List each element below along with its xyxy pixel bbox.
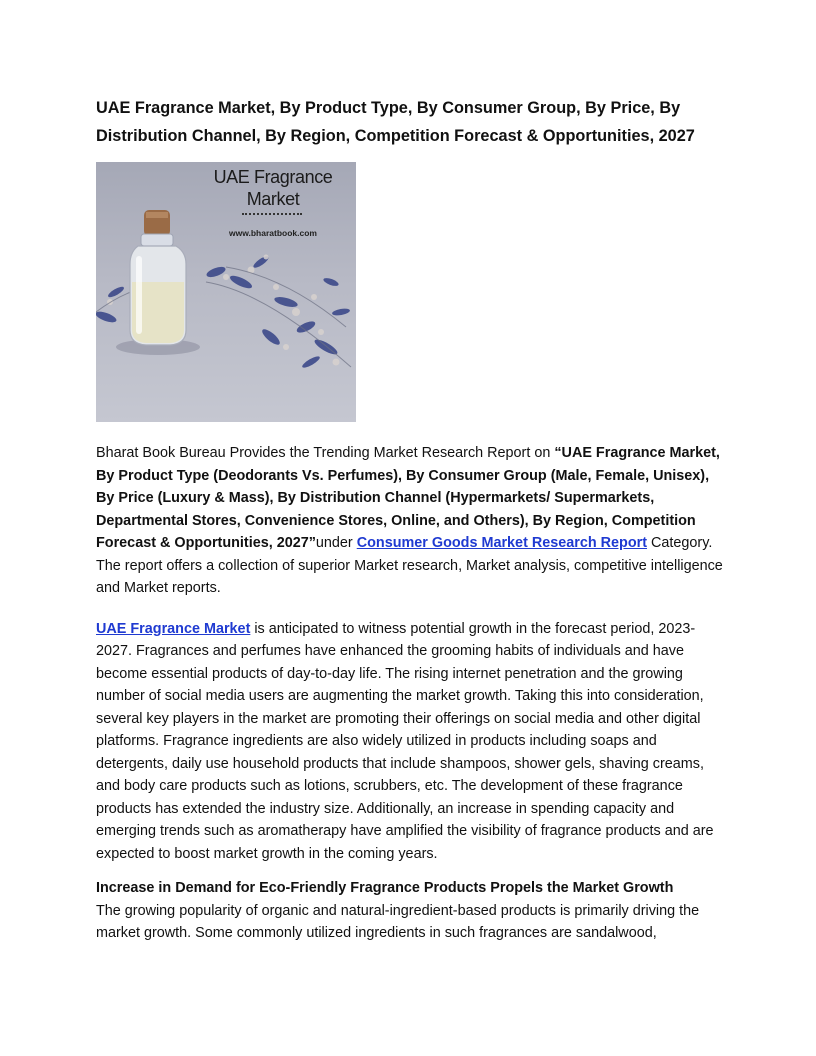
category-link[interactable]: Consumer Goods Market Research Report (356, 535, 648, 551)
intro-lead: Bharat Book Bureau Provides the Trending Market Research Report on (96, 445, 555, 461)
cover-divider (242, 213, 302, 215)
market-link[interactable]: UAE Fragrance Market (96, 620, 251, 637)
intro-tail: Category. The report offers a collection of superior Market research, Market analysis, competitive intelligence and Market reports. (96, 535, 723, 596)
report-cover-image (96, 162, 356, 422)
document-page (96, 94, 724, 945)
overview-paragraph (96, 618, 724, 866)
cover-title: UAE Fragrance Market (213, 167, 333, 209)
intro-paragraph (96, 442, 724, 600)
section-heading: Increase in Demand for Eco-Friendly Fragrance Products Propels the Market Growth (96, 880, 674, 896)
report-name: “UAE Fragrance Market, By Product Type (Deodorants Vs. Perfumes), By Consumer Group (Male, Female, Unisex), By Price (Luxury & Mass), By Distribution Channel (Hypermarkets/ Supermarkets, Departmental Stores, Convenience Stores, Online, and Others), By Region, Competition Forecast & Opportunities, 2027” (96, 445, 720, 551)
cover-website: www.bharatbook.com (228, 228, 317, 238)
overview-text: is anticipated to witness potential growth in the forecast period, 2023-2027. Fragrances and perfumes have enhanced the grooming habits of individuals and have become essential products of day-to-day life. The rising internet penetration and the growing number of social media users are augmenting the market growth. Taking this into consideration, several key players in the market are promoting their offerings on social media and other digital platforms. Fragrance ingredients are also widely utilized in products including soaps and detergents, daily use household products that include shampoos, shower gels, shaving creams, and body care products such as lotions, scrubbers, etc. The development of these fragrance products has extended the industry size. Additionally, an increase in spending capacity and emerging trends such as aromatherapy have amplified the visibility of fragrance products and are expected to boost market growth in the coming years. (96, 620, 714, 862)
document-title: UAE Fragrance Market, By Product Type, By Consumer Group, By Price, By Distribution Channel, By Region, Competition Forecast & Opportunities, 2027 (96, 99, 695, 145)
intro-under: under (315, 535, 357, 551)
section-paragraph: The growing popularity of organic and natural-ingredient-based products is primarily driving the market growth. Some commonly utilized ingredients in such fragrances are sandalwood, (96, 902, 700, 941)
